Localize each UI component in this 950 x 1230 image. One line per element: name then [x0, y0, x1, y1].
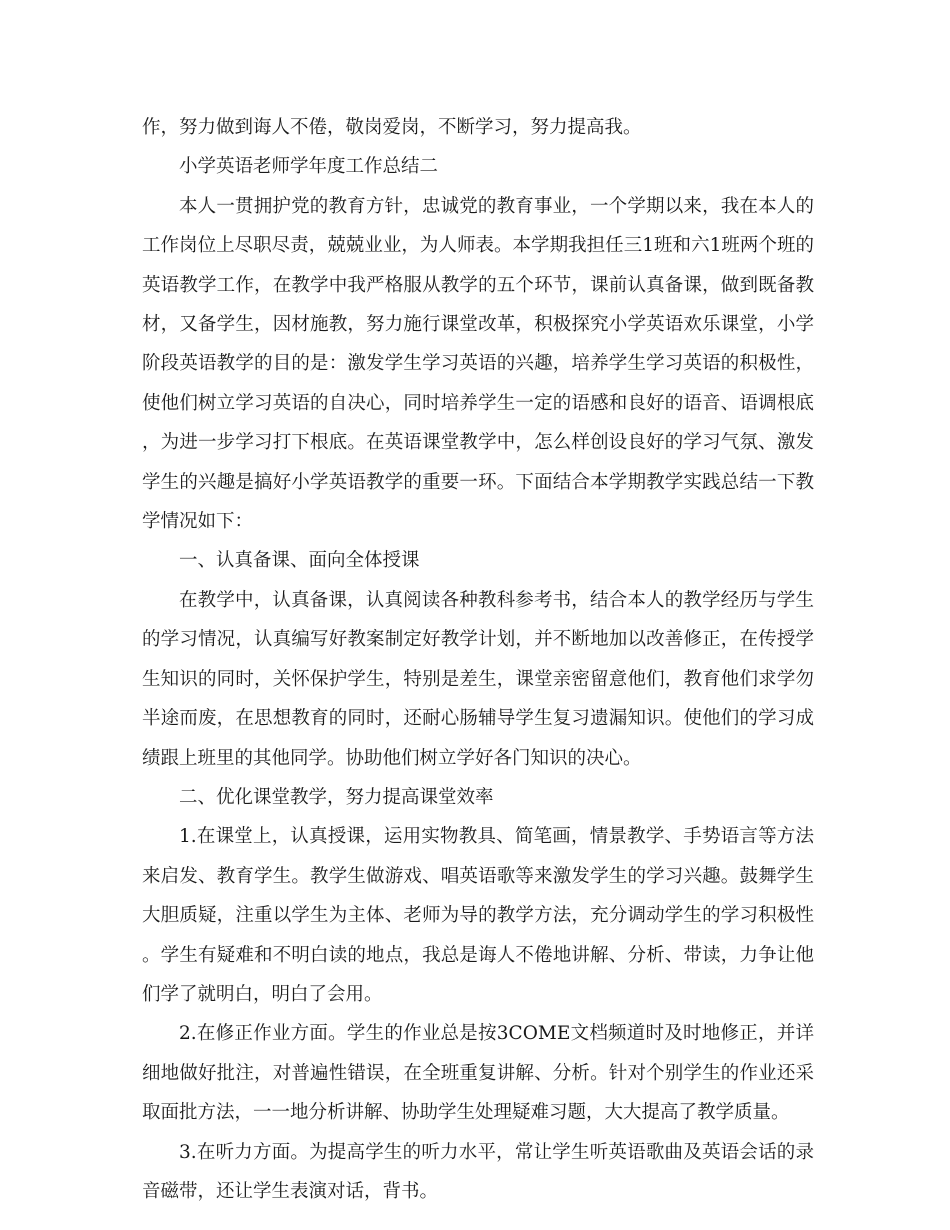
heading-prepare-lessons: 一、认真备课、面向全体授课 — [179, 550, 420, 572]
paragraph-item-1: 1.在课堂上，认真授课，运用实物教具、简笔画，情景教学、手势语言等方法来启发、教育学生。教学生做游戏、唱英语歌等来激发学生的学习兴趣。鼓舞学生大胆质疑，注重以学生为主体、老师为导的教学方法，充分调动学生的学习积极性。学生有疑难和不明白读的地点，我总是诲人不倦地讲解、分析、带读，力争让他们学了就明白，明白了会用。 — [142, 826, 814, 1005]
paragraph-intro: 本人一贯拥护党的教育方针，忠诚党的教育事业，一个学期以来，我在本人的工作岗位上尽职尽责，兢兢业业，为人师表。本学期我担任三1班和六1班两个班的英语教学工作，在教学中我严格服从教学的五个环节，课前认真备课，做到既备教材，又备学生，因材施教，努力施行课堂改革，积极探究小学英语欢乐课堂，小学阶段英语教学的目的是：激发学生学习英语的兴趣，培养学生学习英语的积极性，使他们树立学习英语的自决心，同时培养学生一定的语感和良好的语音、语调根底，为进一步学习打下根底。在英语课堂教学中，怎么样创设良好的学习气氛、激发学生的兴趣是搞好小学英语教学的重要一环。下面结合本学期教学实践总结一下教学情况如下： — [142, 195, 814, 533]
heading-optimize-classroom: 二、优化课堂教学，努力提高课堂效率 — [179, 786, 494, 808]
paragraph-prepare-lessons: 在教学中，认真备课，认真阅读各种教科参考书，结合本人的教学经历与学生的学习情况，认真编写好教案制定好教学计划，并不断地加以改善修正，在传授学生知识的同时，关怀保护学生，特别是差生，课堂亲密留意他们，教育他们求学勿半途而废，在思想教育的同时，还耐心肠辅导学生复习遗漏知识。使他们的学习成绩跟上班里的其他同学。协助他们树立学好各门知识的决心。 — [142, 589, 814, 769]
paragraph-item-2: 2.在修正作业方面。学生的作业总是按3COME文档频道时及时地修正，并详细地做好批注，对普遍性错误，在全班重复讲解、分析。针对个别学生的作业还采取面批方法，一一地分析讲解、协助学生处理疑难习题，大大提高了教学质量。 — [142, 1023, 814, 1124]
paragraph-item-3: 3.在听力方面。为提高学生的听力水平，常让学生听英语歌曲及英语会话的录音磁带，还让学生表演对话，背书。 — [142, 1141, 814, 1202]
document-body — [142, 108, 814, 1211]
paragraph-continuation: 作，努力做到诲人不倦，敬岗爱岗，不断学习，努力提高我。 — [142, 117, 642, 138]
section-title: 小学英语老师学年度工作总结二 — [179, 156, 439, 178]
